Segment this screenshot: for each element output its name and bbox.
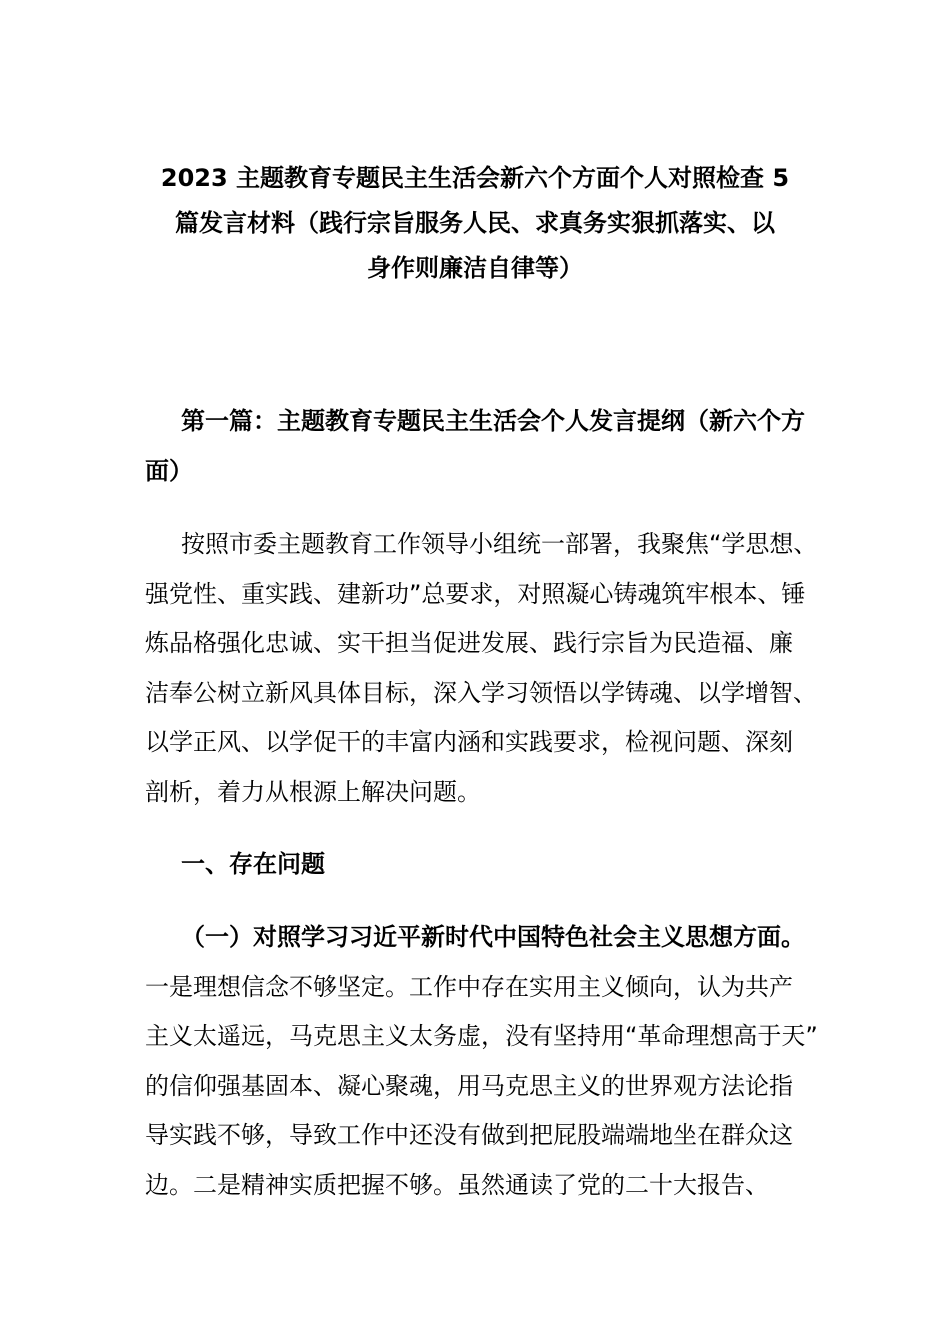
paragraph-line: 一是理想信念不够坚定。工作中存在实用主义倾向，认为共产 <box>145 972 793 1001</box>
paragraph-line: 洁奉公树立新风具体目标，深入学习领悟以学铸魂、以学增智、 <box>145 678 817 707</box>
chapter-heading <box>145 397 810 496</box>
paragraph-line: 以学正风、以学促干的丰富内涵和实践要求，检视问题、深刻 <box>145 728 793 756</box>
paragraph-line: 的信仰强基固本、凝心聚魂，用马克思主义的世界观方法论指 <box>145 1071 793 1100</box>
paragraph-line: 炼品格强化忠诚、实干担当促进发展、践行宗旨为民造福、廉 <box>145 629 793 657</box>
paragraph-line: 主义太遥远，马克思主义太务虚，没有坚持用“革命理想高于天” <box>145 1022 818 1050</box>
document-title <box>145 156 805 291</box>
section-heading <box>145 840 810 890</box>
intro-paragraph <box>145 520 818 817</box>
subsection-heading: （一）对照学习习近平新时代中国特色社会主义思想方面。 <box>181 923 805 951</box>
title-line: 身作则廉洁自律等） <box>367 254 583 282</box>
chapter-heading-line: 面） <box>145 456 193 485</box>
paragraph-line: 强党性、重实践、建新功”总要求，对照凝心铸魂筑牢根本、锤 <box>145 579 806 608</box>
title-line: 篇发言材料（践行宗旨服务人民、求真务实狠抓落实、以 <box>175 209 775 237</box>
section-heading-text: 一、存在问题 <box>181 850 325 878</box>
paragraph-line: 导实践不够，导致工作中还没有做到把屁股端端地坐在群众这 <box>145 1121 793 1149</box>
title-line: 2023 主题教育专题民主生活会新六个方面个人对照检查 5 <box>160 164 790 192</box>
paragraph-line: 按照市委主题教育工作领导小组统一部署，我聚焦“学思想、 <box>181 530 818 558</box>
paragraph-line: 剖析，着力从根源上解决问题。 <box>145 777 481 806</box>
paragraph-line: 边。二是精神实质把握不够。虽然通读了党的二十大报告、 <box>145 1170 769 1199</box>
subsection-paragraph <box>145 913 818 1210</box>
chapter-heading-line: 第一篇：主题教育专题民主生活会个人发言提纲（新六个方 <box>181 407 805 435</box>
